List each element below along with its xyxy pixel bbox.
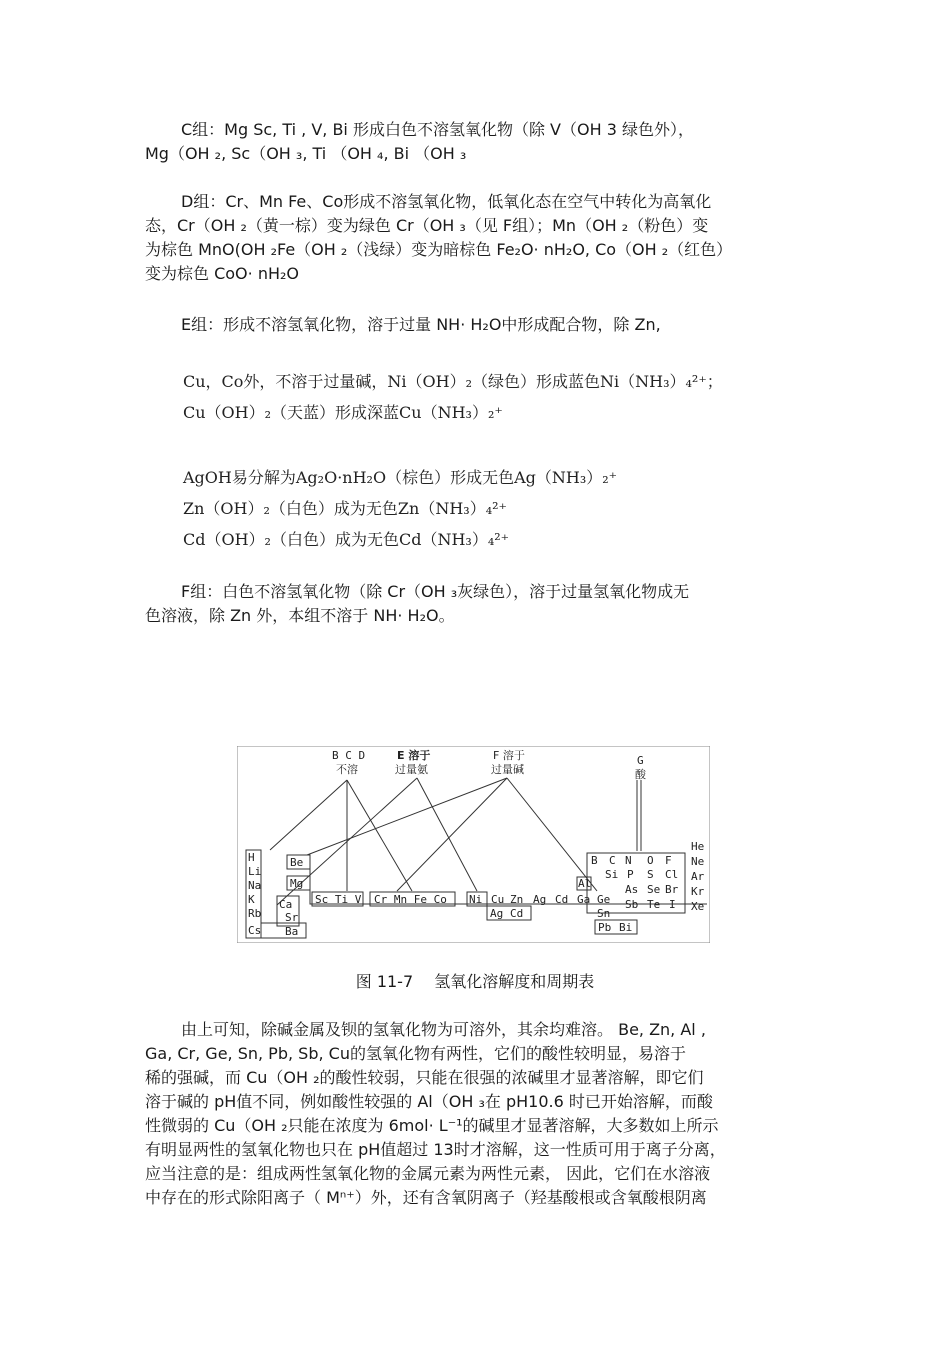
text-line: 性微弱的 Cu（OH ₂只能在浓度为 6mol· L⁻¹的碱里才显著溶解，大多数如上所示: [145, 1116, 719, 1135]
element-as: As: [625, 883, 639, 896]
paragraph-f-group: [145, 580, 805, 628]
group-c-elements: Sc Ti V: [315, 893, 362, 906]
text-line: C组：Mg Sc, Ti , V, Bi 形成白色不溶氢氧化物（除 V（OH 3 绿色外），: [181, 120, 694, 139]
element-ne: Ne: [691, 855, 705, 868]
element-s: S: [647, 868, 654, 881]
text-line: 应当注意的是：组成两性氢氧化物的金属元素为两性元素， 因此，它们在水溶液: [145, 1164, 711, 1183]
label-g-top: G: [637, 754, 644, 767]
element-ni: Ni: [469, 893, 483, 906]
element-sn: Sn: [597, 907, 611, 920]
text-line: Ga, Cr, Ge, Sn, Pb, Sb, Cu的氢氧化物有两性，它们的酸性较明显，易溶于: [145, 1044, 686, 1063]
element-p: P: [627, 868, 634, 881]
paragraph-d-group: [145, 190, 805, 286]
figure-caption: [0, 970, 950, 994]
element-si: Si: [605, 868, 619, 881]
element-he: He: [691, 840, 705, 853]
label-g-bottom: 酸: [635, 768, 646, 781]
text-line: 中存在的形式除阳离子（ Mⁿ⁺）外，还有含氧阴离子（羟基酸根或含氧酸根阴离: [145, 1188, 707, 1207]
element-te: Te: [647, 898, 661, 911]
text-line: AgOH易分解为Ag₂O·nH₂O（棕色）形成无色Ag（NH₃）₂⁺: [183, 468, 618, 487]
paragraph-conclusion: [145, 1018, 805, 1210]
element-bi: Bi: [619, 921, 633, 934]
label-f-bottom: 过量碱: [491, 763, 524, 776]
text-line: Zn（OH）₂（白色）成为无色Zn（NH₃）₄²⁺: [183, 499, 507, 518]
element-h: H: [248, 851, 255, 864]
element-cs: Cs: [248, 924, 262, 937]
element-se: Se: [647, 883, 661, 896]
periodic-table-figure: [237, 746, 710, 943]
element-ag-2: Ag: [533, 893, 547, 906]
text-line: 有明显两性的氢氧化物也只在 pH值超过 13时才溶解，这一性质可用于离子分离，: [145, 1140, 726, 1159]
text-line: 态，Cr（OH ₂（黄一棕）变为绿色 Cr（OH ₃（见 F组）；Mn（OH ₂（粉色）变: [145, 216, 709, 235]
element-br: Br: [665, 883, 679, 896]
group-d-elements: Cr Mn Fe Co: [374, 893, 447, 906]
element-o: O: [647, 854, 654, 867]
element-sr: Sr: [285, 911, 299, 924]
element-sb: Sb: [625, 898, 639, 911]
element-k: K: [248, 893, 255, 906]
element-f: F: [665, 854, 672, 867]
element-rb: Rb: [248, 907, 262, 920]
paragraph-e-group: [145, 313, 805, 337]
element-be: Be: [290, 856, 304, 869]
label-bcd-bottom: 不溶: [336, 763, 358, 776]
label-f-top: F 溶于: [493, 749, 525, 762]
element-cu: Cu: [491, 893, 505, 906]
element-ag: Ag: [490, 907, 504, 920]
e-group-details-block-1: [183, 366, 823, 428]
text-line: F组：白色不溶氢氧化物（除 Cr（OH ₃灰绿色），溶于过量氢氧化物成无: [181, 582, 690, 601]
element-xe: Xe: [691, 900, 705, 913]
text-line: D组：Cr、Mn Fe、Co形成不溶氢氧化物，低氧化态在空气中转化为高氧化: [181, 192, 712, 211]
element-c: C: [609, 854, 616, 867]
e-group-details-block-2: [183, 462, 823, 555]
element-ga: Ga: [577, 893, 591, 906]
element-zn: Zn: [510, 893, 524, 906]
text-line: 稀的强碱，而 Cu（OH ₂的酸性较弱，只能在很强的浓碱里才显著溶解，即它们: [145, 1068, 704, 1087]
element-na: Na: [248, 879, 262, 892]
text-line: Cd（OH）₂（白色）成为无色Cd（NH₃）₄²⁺: [183, 530, 510, 549]
text-line: E组：形成不溶氢氧化物，溶于过量 NH· H₂O中形成配合物，除 Zn,: [181, 315, 661, 334]
text-line: 色溶液，除 Zn 外，本组不溶于 NH· H₂O。: [145, 606, 455, 625]
label-e-bottom: 过量氨: [395, 763, 428, 776]
text-line: 溶于碱的 pH值不同，例如酸性较强的 Al（OH ₃在 pH10.6 时已开始溶解，而酸: [145, 1092, 713, 1111]
label-bcd-top: B C D: [332, 749, 366, 762]
element-n: N: [625, 854, 632, 867]
text-line: 变为棕色 CoO· nH₂O: [145, 264, 299, 283]
element-al: Al: [578, 877, 592, 890]
text-line: Cu（OH）₂（天蓝）形成深蓝Cu（NH₃）₂⁺: [183, 403, 503, 422]
element-ca: Ca: [279, 898, 293, 911]
label-e-top: E 溶于: [397, 749, 431, 762]
element-i: I: [669, 898, 676, 911]
element-ar: Ar: [691, 870, 705, 883]
element-cl: Cl: [665, 868, 679, 881]
caption-title: 氢氧化溶解度和周期表: [434, 972, 595, 991]
element-pb: Pb: [598, 921, 612, 934]
element-li: Li: [248, 865, 262, 878]
element-kr: Kr: [691, 885, 705, 898]
text-line: 由上可知，除碱金属及钡的氢氧化物为可溶外，其余均难溶。 Be, Zn, Al ,: [181, 1020, 706, 1039]
element-b: B: [591, 854, 598, 867]
element-cd: Cd: [510, 907, 524, 920]
element-cd-2: Cd: [555, 893, 569, 906]
element-ba: Ba: [285, 925, 299, 938]
text-line: 为棕色 MnO(OH ₂Fe（OH ₂（浅绿）变为暗棕色 Fe₂O· nH₂O, Co（OH ₂（红色）: [145, 240, 733, 259]
element-ge: Ge: [597, 893, 611, 906]
element-mg: Mg: [290, 877, 304, 890]
paragraph-c-group: [145, 118, 805, 166]
text-line: Mg（OH ₂, Sc（OH ₃, Ti （OH ₄, Bi （OH ₃: [145, 144, 467, 163]
caption-number: 图 11-7: [355, 972, 414, 991]
text-line: Cu，Co外，不溶于过量碱，Ni（OH）₂（绿色）形成蓝色Ni（NH₃）₄²⁺；: [183, 372, 723, 391]
